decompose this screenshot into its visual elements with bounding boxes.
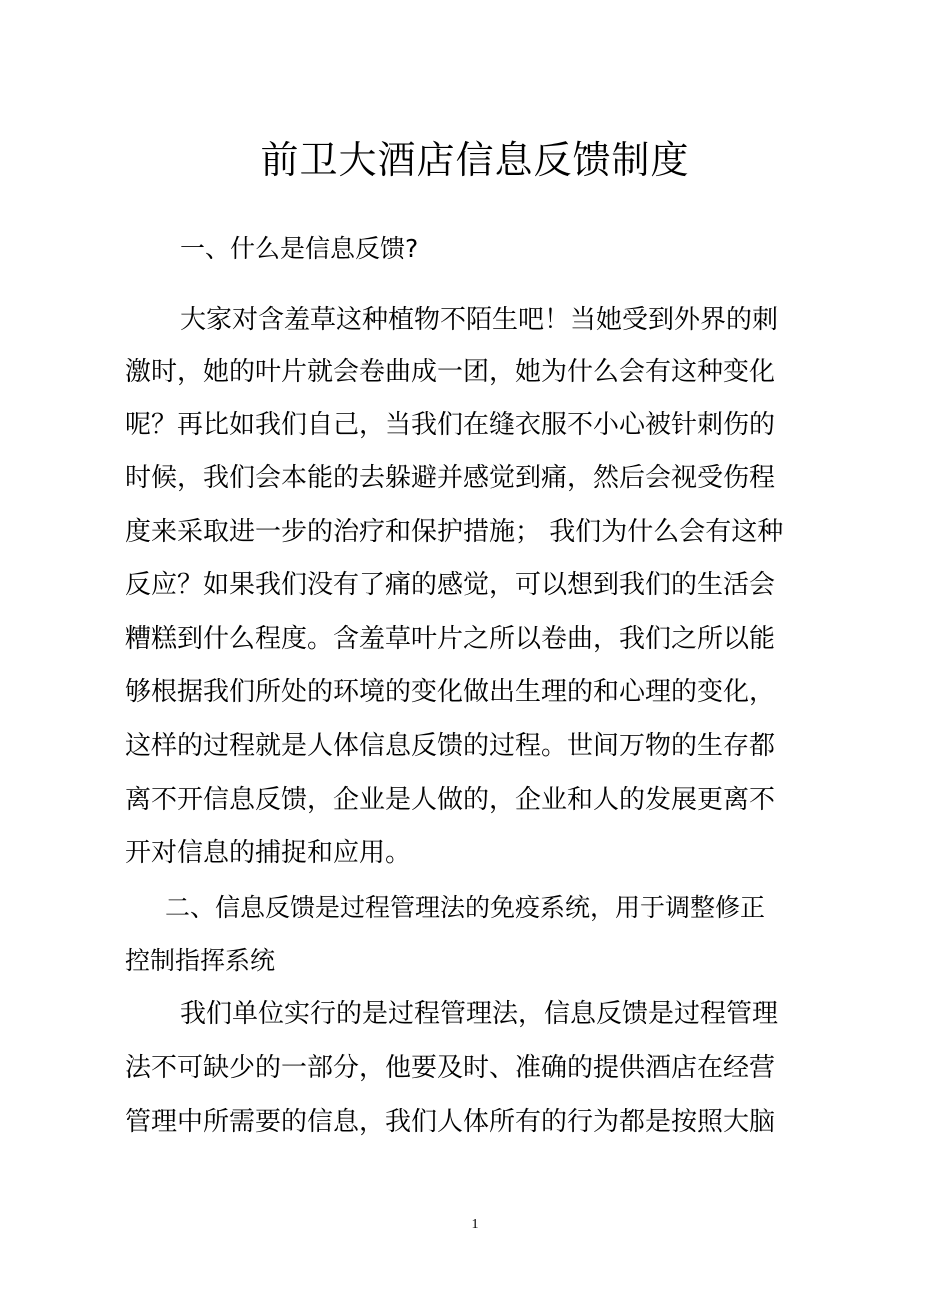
section-1-line: 时候，我们会本能的去躲避并感觉到痛，然后会视受伤程 [125,463,776,493]
section-1-line: 离不开信息反馈，企业是人做的，企业和人的发展更离不 [125,785,776,815]
section-1-line: 呢？再比如我们自己，当我们在缝衣服不小心被针刺伤的 [125,410,776,440]
page-number: 1 [471,1217,479,1232]
section-1-heading: 一、什么是信息反馈? [180,234,419,263]
section-2-heading-continued: 控制指挥系统 [125,946,276,975]
section-1-line: 激时，她的叶片就会卷曲成一团，她为什么会有这种变化 [125,357,776,387]
section-1-line: 够根据我们所处的环境的变化做出生理的和心理的变化， [125,677,776,707]
section-2-heading: 二、信息反馈是过程管理法的免疫系统，用于调整修正 [165,893,766,922]
section-2-line: 管理中所需要的信息，我们人体所有的行为都是按照大脑 [125,1107,776,1137]
section-1-line: 这样的过程就是人体信息反馈的过程。世间万物的生存都 [125,731,776,761]
section-2-line: 我们单位实行的是过程管理法，信息反馈是过程管理 [180,999,779,1029]
section-1-line: 开对信息的捕捉和应用。 [125,838,412,868]
section-1-line: 糟糕到什么程度。含羞草叶片之所以卷曲，我们之所以能 [125,624,776,654]
document-title: 前卫大酒店信息反馈制度 [260,138,690,182]
section-1-line: 度来采取进一步的治疗和保护措施； 我们为什么会有这种 [125,517,784,547]
section-2-line: 法不可缺少的一部分，他要及时、准确的提供酒店在经营 [125,1053,776,1083]
section-1-line: 大家对含羞草这种植物不陌生吧！当她受到外界的刺 [180,305,779,335]
section-1-line: 反应？如果我们没有了痛的感觉，可以想到我们的生活会 [125,570,776,600]
